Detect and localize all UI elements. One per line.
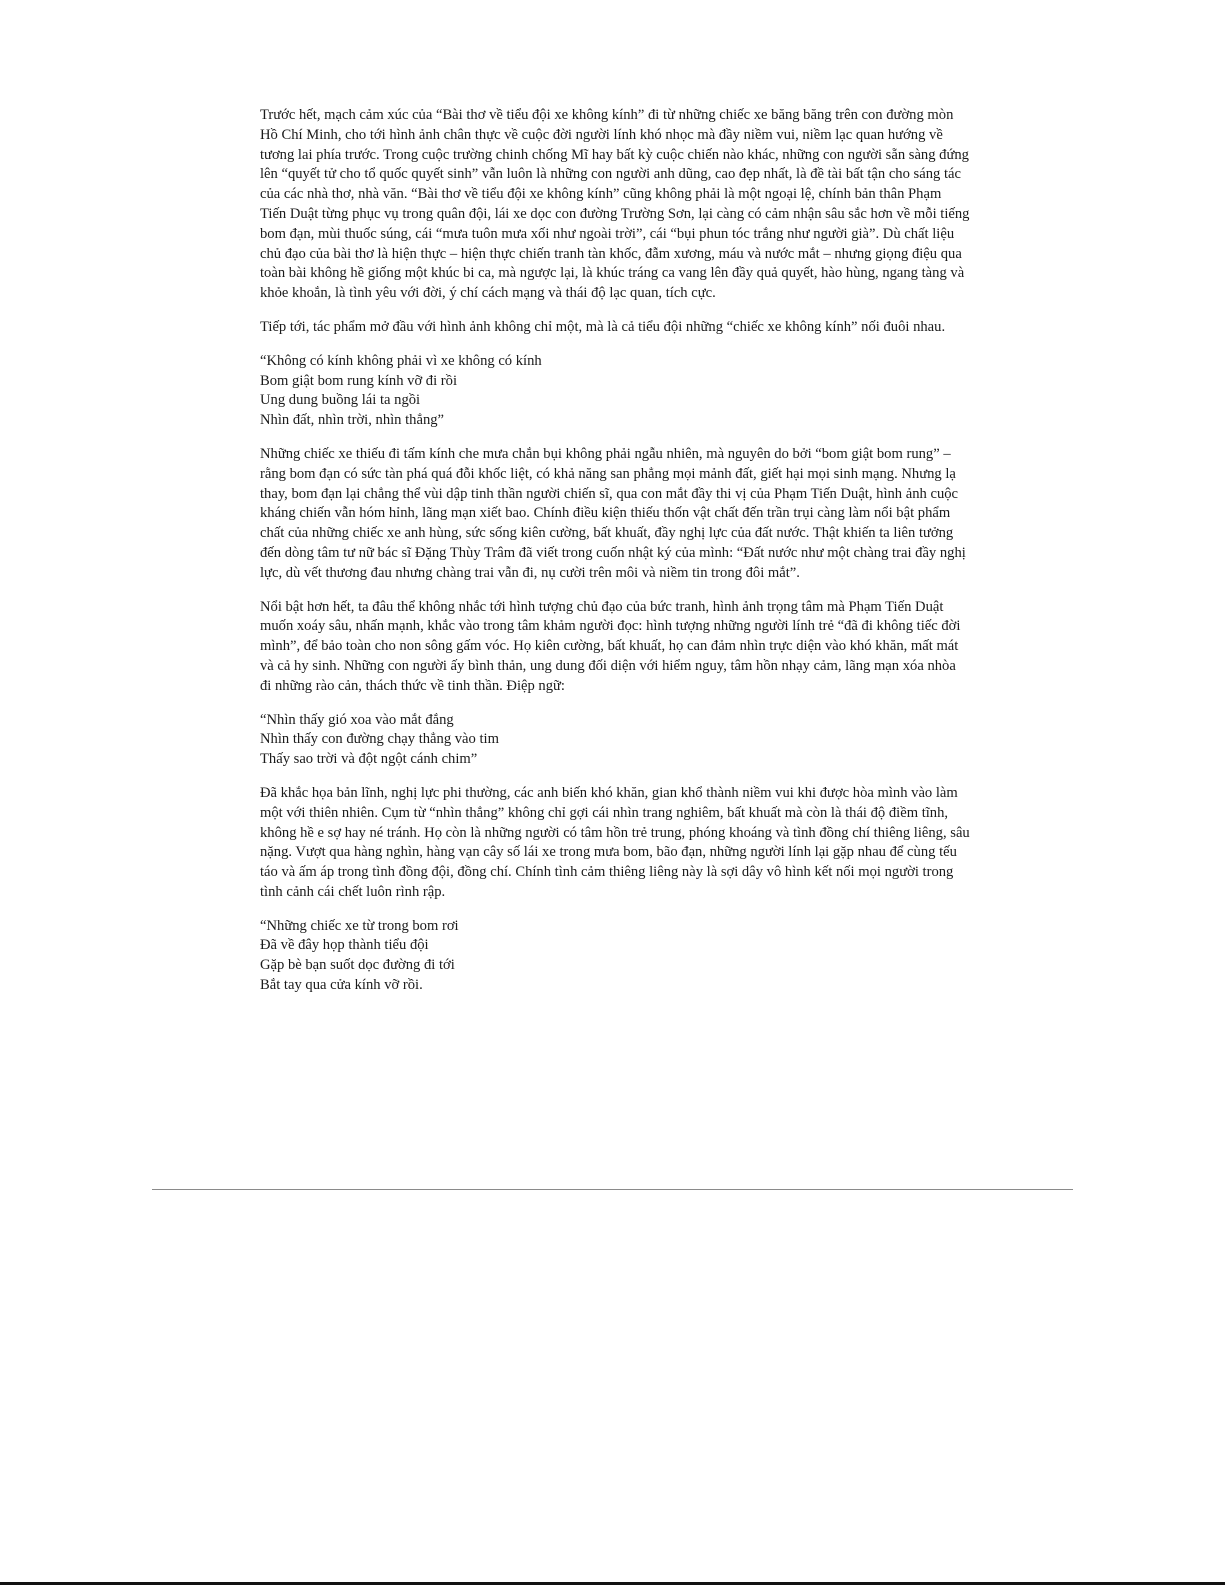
poem-line: Nhìn đất, nhìn trời, nhìn thẳng” [260,412,445,429]
paragraph-5: Đã khắc họa bản lĩnh, nghị lực phi thường, các anh biến khó khăn, gian khổ thành niềm vui khi được hòa mình vào làm một với thiên nhiên. Cụm từ “nhìn thẳng” không chỉ gợi cái nhìn trang nghiêm, bất khuất mà còn là thái độ điềm tĩnh, không hề e sợ hay né tránh. Họ còn là những người có tâm hồn trẻ trung, phóng khoáng và tình đồng chí thiêng liêng, sâu nặng. Vượt qua hàng nghìn, hàng vạn cây số lái xe trong mưa bom, bão đạn, những người lính lại gặp nhau để cùng tếu táo và ấm áp trong tình đồng đội, đồng chí. Chính tình cảm thiêng liêng này là sợi dây vô hình kết nối mọi người trong tình cảnh cái chết luôn rình rập. [260,784,970,900]
poem-line: “Không có kính không phải vì xe không có kính [260,352,542,369]
document-body [260,106,970,1010]
poem-line: Ung dung buồng lái ta ngồi [260,392,421,409]
poem-line: Bom giật bom rung kính vỡ đi rồi [260,372,458,389]
paragraph-2: Tiếp tới, tác phẩm mở đầu với hình ảnh không chỉ một, mà là cả tiểu đội những “chiếc xe không kính” nối đuôi nhau. [260,318,946,335]
poem-line: Gặp bè bạn suốt dọc đường đi tới [260,957,455,974]
poem-line: “Những chiếc xe từ trong bom rơi [260,917,459,934]
poem-stanza-3 [260,917,970,996]
paragraph-1: Trước hết, mạch cảm xúc của “Bài thơ về tiểu đội xe không kính” đi từ những chiếc xe băng băng trên con đường mòn Hồ Chí Minh, cho tới hình ảnh chân thực về cuộc đời người lính khó nhọc mà đầy niềm vui, niềm lạc quan hướng về tương lai phía trước. Trong cuộc trường chinh chống Mĩ hay bất kỳ cuộc chiến nào khác, những con người sẵn sàng đứng lên “quyết tử cho tổ quốc quyết sinh” vẫn luôn là những con người anh dũng, cao đẹp nhất, là đề tài bất tận cho sáng tác của các nhà thơ, nhà văn. “Bài thơ về tiểu đội xe không kính” cũng không phải là một ngoại lệ, chính bản thân Phạm Tiến Duật từng phục vụ trong quân đội, lái xe dọc con đường Trường Sơn, lại càng có cảm nhận sâu sắc hơn về mỗi tiếng bom đạn, mùi thuốc súng, cái “mưa tuôn mưa xối như ngoài trời”, cái “bụi phun tóc trắng như người già”. Dù chất liệu chủ đạo của bài thơ là hiện thực – hiện thực chiến tranh tàn khốc, đẫm xương, máu và nước mắt – nhưng giọng điệu qua toàn bài không hề giống một khúc bi ca, mà ngược lại, là khúc tráng ca vang lên đầy quả quyết, hào hùng, ngang tàng và khỏe khoắn, là tình yêu với đời, ý chí cách mạng và thái độ lạc quan, tích cực. [260,107,970,302]
poem-line: Thấy sao trời và đột ngột cánh chim” [260,751,478,768]
poem-stanza-1 [260,352,970,431]
poem-line: “Nhìn thấy gió xoa vào mắt đắng [260,711,454,728]
paragraph-4: Nổi bật hơn hết, ta đâu thể không nhắc tới hình tượng chủ đạo của bức tranh, hình ảnh trọng tâm mà Phạm Tiến Duật muốn xoáy sâu, nhấn mạnh, khắc vào trong tâm khảm người đọc: hình tượng những người lính trẻ “đã đi không tiếc đời mình”, để bảo toàn cho non sông gấm vóc. Họ kiên cường, bất khuất, họ can đảm nhìn trực diện vào khó khăn, mất mát và cả hy sinh. Những con người ấy bình thản, ung dung đối diện với hiểm nguy, tâm hồn nhạy cảm, lãng mạn xóa nhòa đi những rào cản, thách thức về tinh thần. Điệp ngữ: [260,598,961,694]
page-divider [152,1189,1073,1190]
poem-line: Đã về đây họp thành tiểu đội [260,937,429,954]
paragraph-3: Những chiếc xe thiếu đi tấm kính che mưa chắn bụi không phải ngẫu nhiên, mà nguyên do bởi “bom giật bom rung” – rằng bom đạn có sức tàn phá quá đỗi khốc liệt, có khả năng san phẳng mọi mảnh đất, giết hại mọi sinh mạng. Nhưng lạ thay, bom đạn lại chẳng thể vùi dập tinh thần người chiến sĩ, qua con mắt đầy thi vị của Phạm Tiến Duật, hình ảnh cuộc kháng chiến vẫn hóm hỉnh, lãng mạn xiết bao. Chính điều kiện thiếu thốn vật chất đến trần trụi càng làm nổi bật phẩm chất của những chiếc xe anh hùng, sức sống kiên cường, bất khuất, đầy nghị lực của đất nước. Thật khiến ta liên tưởng đến dòng tâm tư nữ bác sĩ Đặng Thùy Trâm đã viết trong cuốn nhật ký của mình: “Đất nước như một chàng trai đầy nghị lực, dù vết thương đau nhưng chàng trai vẫn đi, nụ cười trên môi và niềm tin trong đôi mắt”. [260,445,966,581]
poem-line: Bắt tay qua cửa kính vỡ rồi. [260,977,423,994]
poem-line: Nhìn thấy con đường chạy thẳng vào tim [260,731,499,748]
poem-stanza-2 [260,711,970,770]
